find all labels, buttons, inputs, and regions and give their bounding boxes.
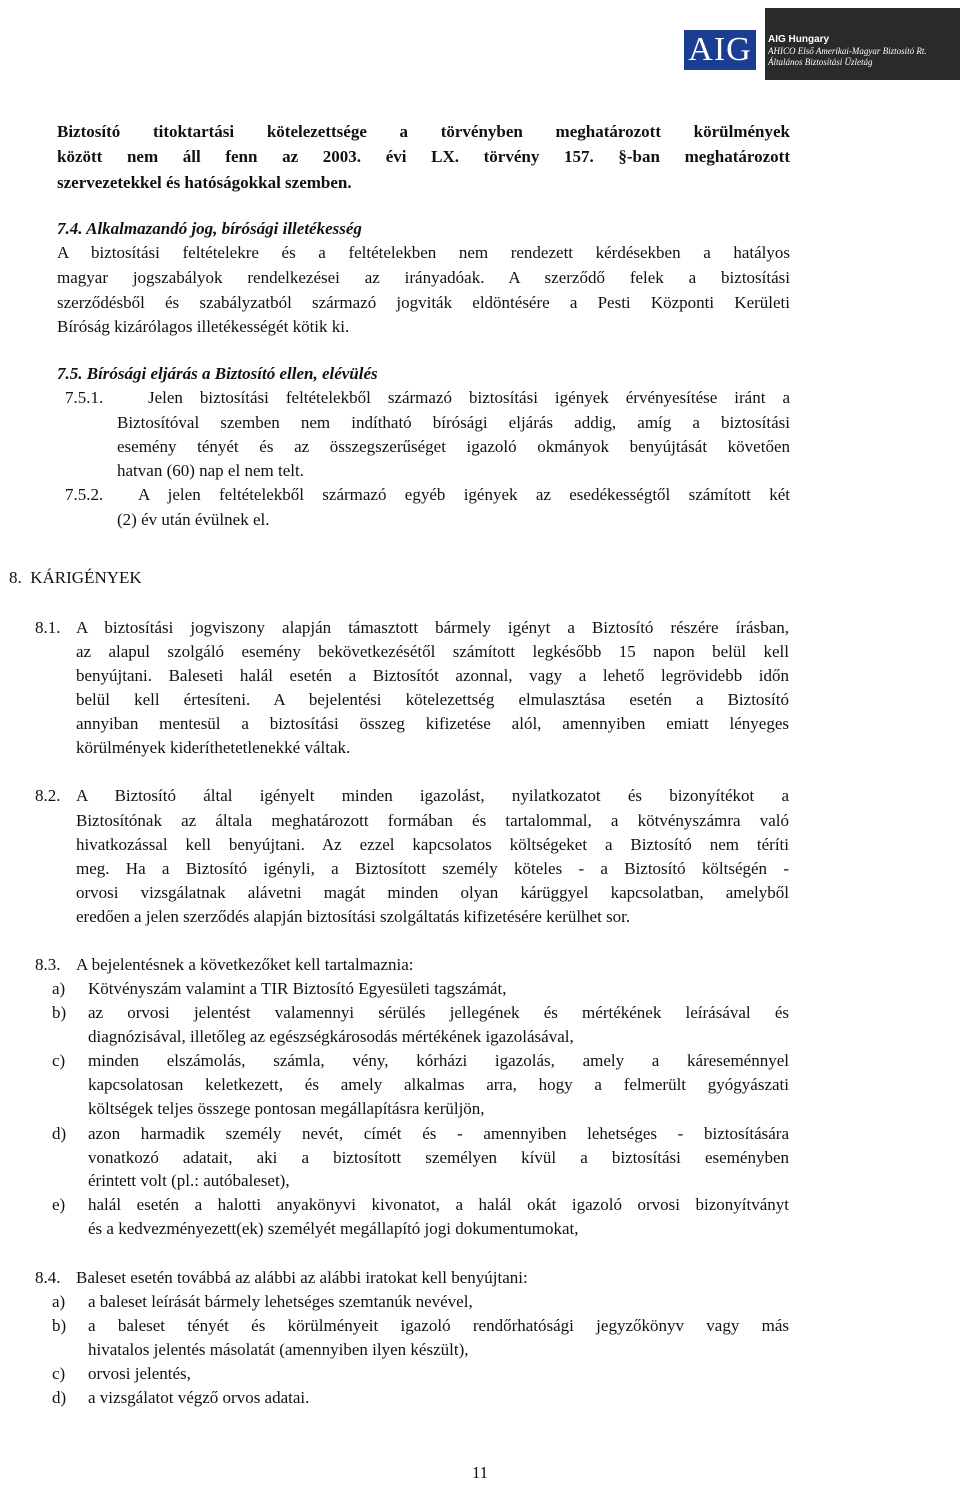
text-line: eredően a jelen szerződés alapján biztosítási szolgáltatás kifizetésére kerülhet sor.: [76, 907, 631, 926]
text-line: belül kell értesíteni. A bejelentési kötelezettség elmulasztása esetén a Biztosító: [76, 690, 789, 709]
text-line: szerződésből és szabályzatból származó jogviták eldöntésére a Pesti Központi Kerületi: [57, 293, 790, 312]
text-line: hivatkozással kell benyújtani. Az ezzel kapcsolatos költségeket a Biztosító nem téríti: [76, 835, 789, 854]
company-subtitle: AHICO Első Amerikai-Magyar Biztosító Rt.: [768, 46, 927, 56]
text-line: Baleset esetén továbbá az alábbi az alábbi iratokat kell benyújtani:: [76, 1268, 528, 1287]
page-number: 11: [471, 1463, 489, 1482]
text-line: körülmények kideríthetetlenekké váltak.: [76, 738, 351, 757]
list-item-text: érintett volt (pl.: autóbaleset),: [88, 1171, 290, 1190]
item-number-7-5-2: 7.5.2.: [65, 485, 104, 504]
list-item-text: hivatalos jelentés másolatát (amennyiben ilyen készült),: [88, 1340, 469, 1359]
list-marker: e): [52, 1195, 66, 1214]
section-heading-8: 8. KÁRIGÉNYEK: [9, 568, 142, 587]
list-marker: a): [52, 1292, 66, 1311]
list-marker: b): [52, 1316, 67, 1335]
list-item-text: költségek teljes összege pontosan megállapításra kerüljön,: [88, 1099, 485, 1118]
text-line: A jelen feltételekből származó egyéb igények az esedékességtől számított két: [138, 485, 790, 504]
text-line: között nem áll fenn az 2003. évi LX. törvény 157. §-ban meghatározott: [57, 147, 790, 166]
text-line: hatvan (60) nap el nem telt.: [117, 461, 304, 480]
section-heading-7-4: 7.4. Alkalmazandó jog, bírósági illetékesség: [57, 219, 362, 238]
list-item-text: azon harmadik személy nevét, címét és - amennyiben lehetséges - biztosítására: [88, 1124, 789, 1143]
text-line: az alapul szolgáló esemény bekövetkezésétől számított legkésőbb 15 napon belül kell: [76, 642, 789, 661]
list-item-text: a baleset tényét és körülményeit igazoló rendőrhatósági jegyzőkönyv vagy más: [88, 1316, 789, 1335]
section-heading-7-5: 7.5. Bírósági eljárás a Biztosító ellen, elévülés: [57, 364, 378, 383]
text-line: Bíróság kizárólagos illetékességét kötik ki.: [57, 317, 350, 336]
text-line: magyar jogszabályok rendelkezései az irányadóak. A szerződő felek a biztosítási: [57, 268, 790, 287]
text-line: annyiban mentesül a biztosítási összeg kifizetése alól, amennyiben emiatt lényeges: [76, 714, 789, 733]
text-line: A biztosítási feltételekre és a feltételekben nem rendezett kérdésekben a hatályos: [57, 243, 790, 262]
company-info: [768, 34, 958, 68]
text-line: A bejelentésnek a következőket kell tartalmaznia:: [76, 955, 414, 974]
list-item-text: Kötvényszám valamint a TIR Biztosító Egyesületi tagszámát,: [88, 979, 507, 998]
list-marker: d): [52, 1124, 67, 1143]
list-item-text: az orvosi jelentést valamennyi sérülés jellegének és mértékének leírásával és: [88, 1003, 789, 1022]
text-line: esemény tényét és az összegszerűséget igazoló okmányok benyújtását követően: [117, 437, 790, 456]
list-marker: a): [52, 979, 66, 998]
list-item-text: diagnózisával, illetőleg az egészségkárosodás mértékének igazolásával,: [88, 1027, 574, 1046]
item-number-8-1: 8.1.: [35, 618, 61, 637]
text-line: benyújtani. Baleseti halál esetén a Biztosítót azonnal, vagy a lehető legrövidebb időn: [76, 666, 789, 685]
item-number-8-2: 8.2.: [35, 786, 61, 805]
text-line: Biztosító titoktartási kötelezettsége a törvényben meghatározott körülmények: [57, 122, 790, 141]
text-line: A biztosítási jogviszony alapján támasztott bármely igényt a Biztosító részére írásban,: [76, 618, 789, 637]
text-line: Biztosítónak az általa meghatározott formában és tartalommal, a kötvényszámra való: [76, 811, 789, 830]
list-item-text: a vizsgálatot végző orvos adatai.: [88, 1388, 310, 1407]
aig-logo: AIG: [684, 30, 756, 70]
list-item-text: és a kedvezményezett(ek) személyét megállapító jogi dokumentumokat,: [88, 1219, 579, 1238]
item-number-7-5-1: 7.5.1.: [65, 388, 104, 407]
list-marker: d): [52, 1388, 67, 1407]
list-marker: c): [52, 1364, 66, 1383]
list-item-text: minden elszámolás, számla, vény, kórházi igazolás, amely a káreseménnyel: [88, 1051, 789, 1070]
text-line: orvosi vizsgálatnak alávetni magát minden olyan kárüggyel kapcsolatban, amelyből: [76, 883, 789, 902]
text-line: Jelen biztosítási feltételekből származó biztosítási igények érvényesítése iránt a: [148, 388, 790, 407]
list-item-text: kapcsolatosan keletkezett, és amely alkalmas arra, hogy a felmerült gyógyászati: [88, 1075, 789, 1094]
text-line: szervezetekkel és hatóságokkal szemben.: [57, 173, 352, 192]
text-line: (2) év után évülnek el.: [117, 510, 270, 529]
list-marker: c): [52, 1051, 66, 1070]
list-item-text: halál esetén a halotti anyakönyvi kivonatot, a halál okát igazoló orvosi bizonyítványt: [88, 1195, 789, 1214]
item-number-8-4: 8.4.: [35, 1268, 61, 1287]
list-marker: b): [52, 1003, 67, 1022]
item-number-8-3: 8.3.: [35, 955, 61, 974]
text-line: Biztosítóval szemben nem indítható bírósági eljárás addig, amíg a biztosítási: [117, 413, 790, 432]
list-item-text: orvosi jelentés,: [88, 1364, 191, 1383]
list-item-text: a baleset leírását bármely lehetséges szemtanúk nevével,: [88, 1292, 473, 1311]
list-item-text: vonatkozó adatait, aki a biztosított személyen kívül a biztosítási eseményben: [88, 1148, 789, 1167]
text-line: A Biztosító által igényelt minden igazolást, nyilatkozatot és bizonyítékot a: [76, 786, 789, 805]
text-line: meg. Ha a Biztosító igényli, a Biztosított személy köteles - a Biztosító költségén -: [76, 859, 789, 878]
page-header: [0, 0, 960, 85]
company-division: Általános Biztosítási Üzletág: [768, 57, 873, 67]
company-name: AIG Hungary: [768, 34, 830, 45]
